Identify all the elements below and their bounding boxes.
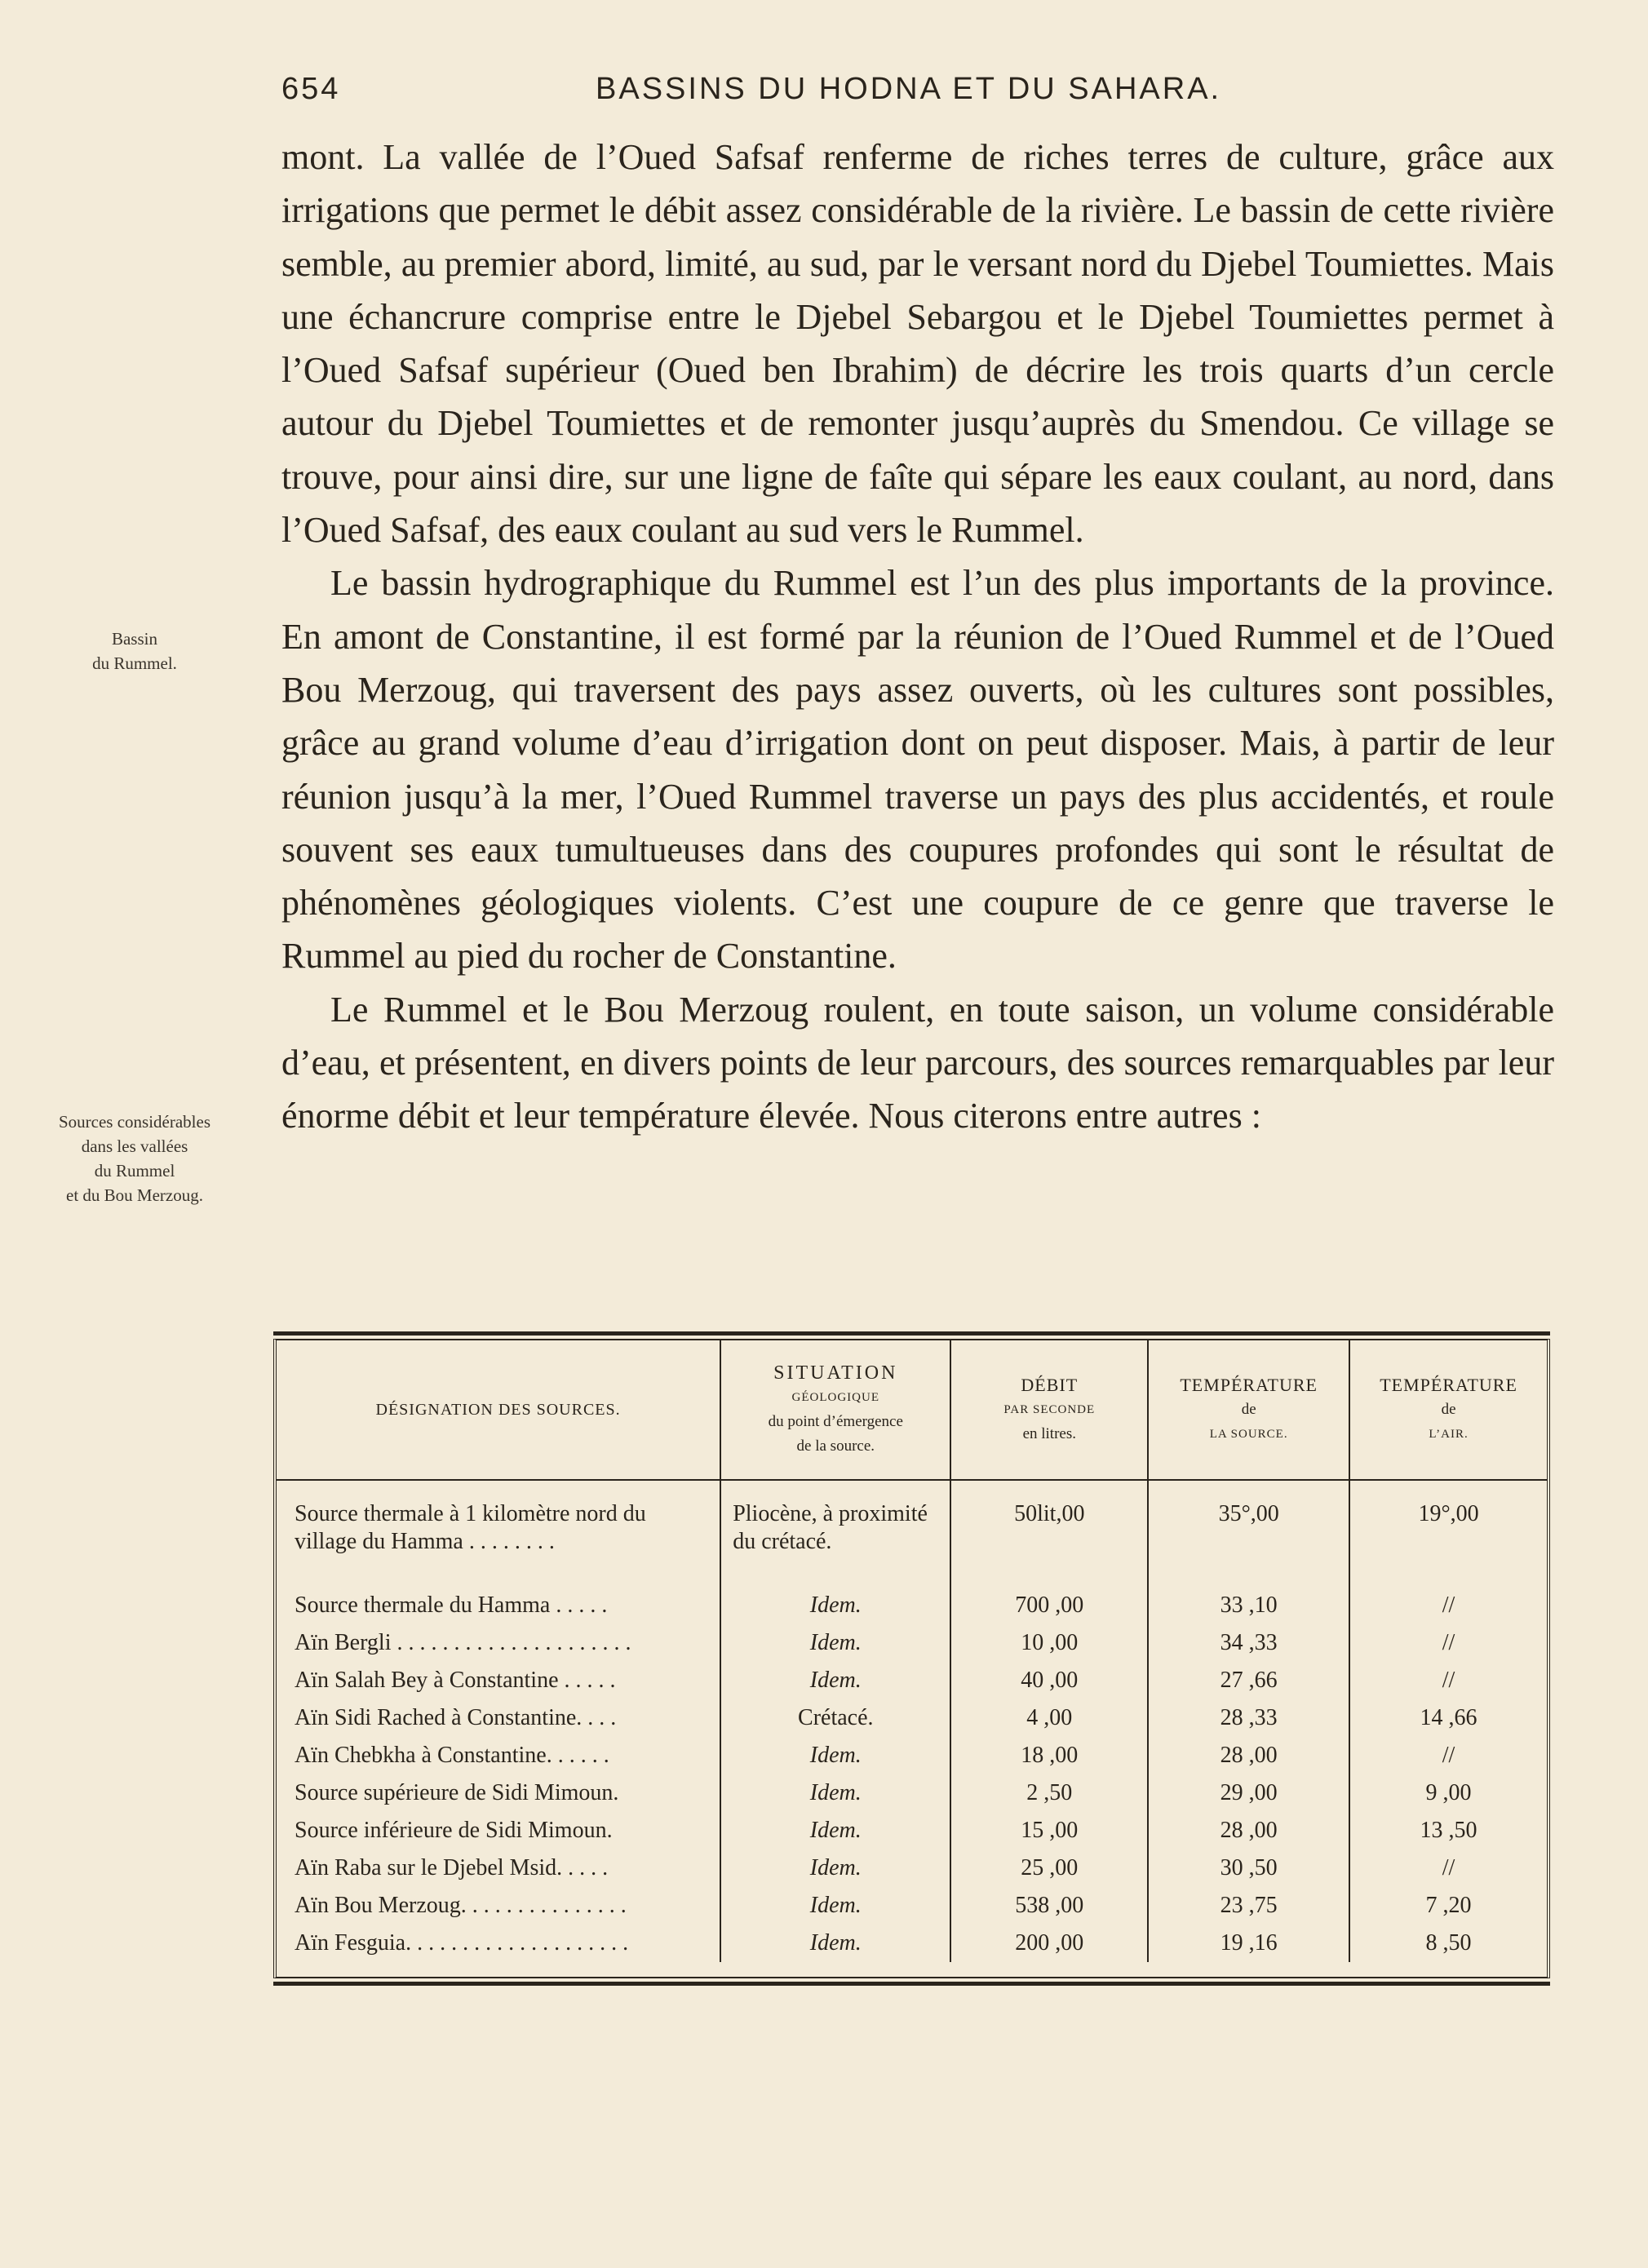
cell-temp-air: 13 ,50 xyxy=(1349,1812,1547,1849)
cell-temp-air: // xyxy=(1349,1587,1547,1624)
cell-name: Source supérieure de Sidi Mimoun. xyxy=(295,1780,619,1805)
margin-note-bassin xyxy=(33,627,237,676)
cell-debit: 538 ,00 xyxy=(950,1887,1148,1925)
cell-temp-air: // xyxy=(1349,1662,1547,1699)
cell-temp-source: 23 ,75 xyxy=(1148,1887,1349,1925)
table-row xyxy=(277,1587,1547,1624)
page-number: 654 xyxy=(281,72,341,106)
running-title: BASSINS DU HODNA ET DU SAHARA. xyxy=(596,72,1222,106)
table-row xyxy=(277,1887,1547,1925)
margin-note-sources xyxy=(24,1110,245,1207)
sources-table-frame xyxy=(273,1331,1550,1986)
table-row xyxy=(277,1925,1547,1962)
cell-debit: 2 ,50 xyxy=(950,1774,1148,1812)
header-designation: DÉSIGNATION DES SOURCES. xyxy=(277,1340,720,1480)
cell-name: Aïn Raba sur le Djebel Msid. . . . . xyxy=(295,1855,609,1880)
header-situation: SITUATION GÉOLOGIQUE du point d’émergence de la source. xyxy=(720,1340,950,1480)
cell-temp-source: 28 ,33 xyxy=(1148,1699,1349,1737)
cell-temp-air: 19°,00 xyxy=(1349,1480,1547,1587)
cell-temp-air: // xyxy=(1349,1849,1547,1887)
paragraph-1: mont. La vallée de l’Oued Safsaf renferme de riches terres de culture, grâce aux irrigations que permet le débit assez considérable de la rivière. Le bassin de cette rivière semble, au premier abord, limité, au sud, par le versant nord du Djebel Toumiettes. Mais une échancrure comprise entre le Djebel Sebargou et le Djebel Toumiettes permet à l’Oued Safsaf supérieur (Oued ben Ibrahim) de décrire les trois quarts d’un cercle autour du Djebel Toumiettes et de remonter jusqu’auprès du Smendou. Ce village se trouve, pour ainsi dire, sur une ligne de faîte qui sépare les eaux coulant, au nord, dans l’Oued Safsaf, des eaux coulant au sud vers le Rummel. xyxy=(281,137,1554,551)
cell-geo: Idem. xyxy=(720,1587,950,1624)
cell-geo: Idem. xyxy=(720,1812,950,1849)
cell-debit: 700 ,00 xyxy=(950,1587,1148,1624)
cell-name: Source thermale à 1 kilomètre nord du village du Hamma . . . . . . . . xyxy=(295,1501,646,1554)
cell-name: Aïn Bergli . . . . . . . . . . . . . . . . . . . . . xyxy=(295,1630,631,1655)
cell-temp-source: 28 ,00 xyxy=(1148,1737,1349,1774)
table-row xyxy=(277,1774,1547,1812)
table-row xyxy=(277,1624,1547,1662)
cell-debit: 50lit,00 xyxy=(950,1480,1148,1587)
sources-table-inner xyxy=(273,1339,1550,1978)
cell-name: Aïn Sidi Rached à Constantine. . . . xyxy=(295,1705,617,1730)
cell-geo: Idem. xyxy=(720,1849,950,1887)
table-row xyxy=(277,1480,1547,1587)
header-temp-air: TEMPÉRATURE de L’AIR. xyxy=(1349,1340,1547,1480)
cell-geo: Idem. xyxy=(720,1774,950,1812)
cell-temp-source: 27 ,66 xyxy=(1148,1662,1349,1699)
cell-temp-source: 33 ,10 xyxy=(1148,1587,1349,1624)
body-text xyxy=(281,131,1554,1143)
sources-table xyxy=(277,1340,1547,1962)
cell-temp-source: 35°,00 xyxy=(1148,1480,1349,1587)
paragraph-3: Le Rummel et le Bou Merzoug roulent, en toute saison, un volume considérable d’eau, et présentent, en divers points de leur parcours, des sources remarquables par leur énorme débit et leur température élevée. Nous citerons entre autres : xyxy=(281,989,1554,1136)
cell-temp-air: // xyxy=(1349,1737,1547,1774)
cell-name: Source inférieure de Sidi Mimoun. xyxy=(295,1818,613,1843)
cell-geo: Idem. xyxy=(720,1887,950,1925)
cell-geo: Pliocène, à proximité du crétacé. xyxy=(720,1480,950,1587)
cell-temp-air: 8 ,50 xyxy=(1349,1925,1547,1962)
table-row xyxy=(277,1737,1547,1774)
cell-debit: 15 ,00 xyxy=(950,1812,1148,1849)
cell-temp-source: 28 ,00 xyxy=(1148,1812,1349,1849)
table-row xyxy=(277,1699,1547,1737)
cell-debit: 18 ,00 xyxy=(950,1737,1148,1774)
margin-note-line: dans les vallées xyxy=(81,1136,188,1156)
cell-geo: Crétacé. xyxy=(720,1699,950,1737)
margin-note-line: et du Bou Merzoug. xyxy=(66,1185,203,1205)
cell-debit: 25 ,00 xyxy=(950,1849,1148,1887)
cell-geo: Idem. xyxy=(720,1737,950,1774)
header-temp-source: TEMPÉRATURE de LA SOURCE. xyxy=(1148,1340,1349,1480)
cell-name: Source thermale du Hamma . . . . . xyxy=(295,1592,608,1618)
cell-geo: Idem. xyxy=(720,1925,950,1962)
cell-debit: 40 ,00 xyxy=(950,1662,1148,1699)
table-header-row xyxy=(277,1340,1547,1480)
cell-name: Aïn Fesguia. . . . . . . . . . . . . . . . . . . . xyxy=(295,1930,629,1956)
cell-debit: 4 ,00 xyxy=(950,1699,1148,1737)
cell-debit: 10 ,00 xyxy=(950,1624,1148,1662)
cell-temp-air: 14 ,66 xyxy=(1349,1699,1547,1737)
cell-temp-source: 30 ,50 xyxy=(1148,1849,1349,1887)
cell-name: Aïn Bou Merzoug. . . . . . . . . . . . . . . xyxy=(295,1893,627,1918)
margin-note-line: Sources considérables xyxy=(58,1112,211,1132)
margin-note-line: du Rummel. xyxy=(92,653,177,673)
cell-temp-source: 34 ,33 xyxy=(1148,1624,1349,1662)
header-debit: DÉBIT PAR SECONDE en litres. xyxy=(950,1340,1148,1480)
cell-temp-air: // xyxy=(1349,1624,1547,1662)
cell-temp-source: 29 ,00 xyxy=(1148,1774,1349,1812)
cell-geo: Idem. xyxy=(720,1662,950,1699)
margin-note-line: Bassin xyxy=(111,629,157,649)
cell-name: Aïn Chebkha à Constantine. . . . . . xyxy=(295,1743,609,1768)
table-row xyxy=(277,1662,1547,1699)
cell-geo: Idem. xyxy=(720,1624,950,1662)
cell-temp-source: 19 ,16 xyxy=(1148,1925,1349,1962)
cell-temp-air: 7 ,20 xyxy=(1349,1887,1547,1925)
cell-temp-air: 9 ,00 xyxy=(1349,1774,1547,1812)
cell-debit: 200 ,00 xyxy=(950,1925,1148,1962)
table-row xyxy=(277,1849,1547,1887)
margin-note-line: du Rummel xyxy=(94,1161,175,1181)
table-row xyxy=(277,1812,1547,1849)
paragraph-2: Le bassin hydrographique du Rummel est l’un des plus importants de la province. En amont de Constantine, il est formé par la réunion de l’Oued Rummel et de l’Oued Bou Merzoug, qui traversent des pays assez ouverts, où les cultures sont possibles, grâce au grand volume d’eau d’irrigation dont on peut disposer. Mais, à partir de leur réunion jusqu’à la mer, l’Oued Rummel traverse un pays des plus accidentés, et roule souvent ses eaux tumultueuses dans des coupures profondes qui sont le résultat de phénomènes géologiques violents. C’est une coupure de ce genre que traverse le Rummel au pied du rocher de Constantine. xyxy=(281,563,1554,977)
cell-name: Aïn Salah Bey à Constantine . . . . . xyxy=(295,1668,616,1693)
